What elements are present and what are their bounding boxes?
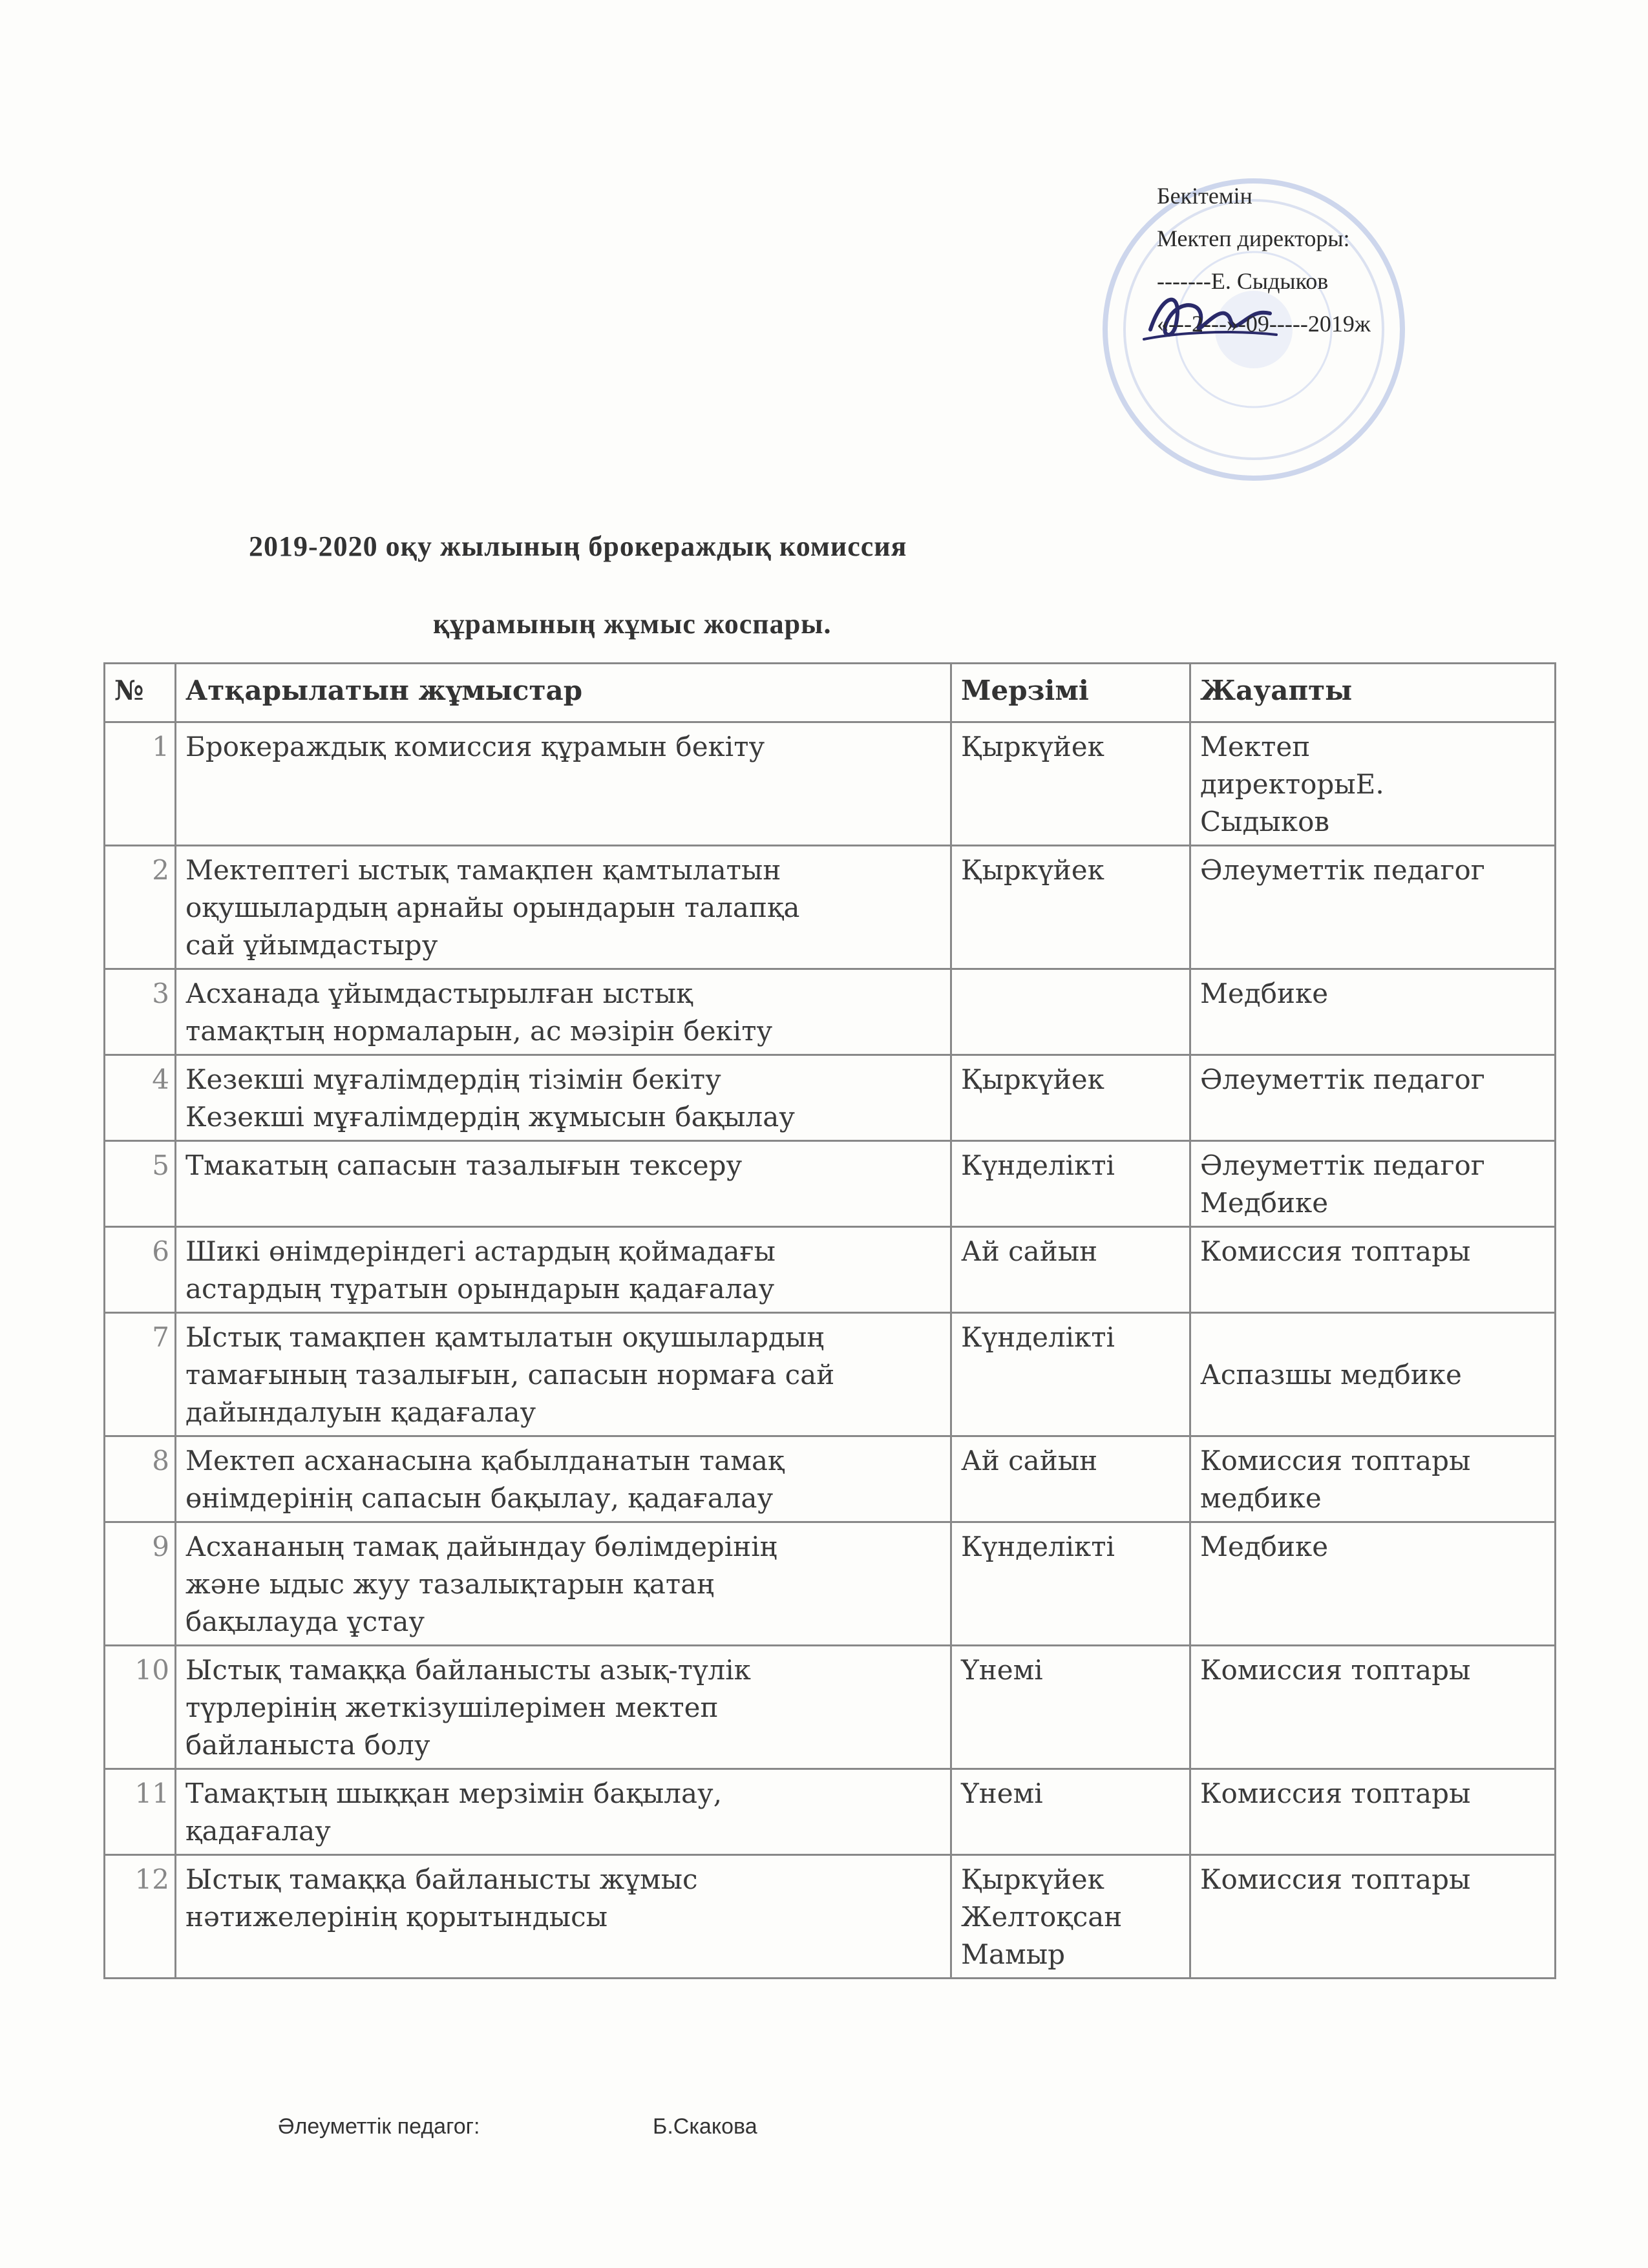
header-deadline: Мерзімі xyxy=(951,664,1190,722)
row-when-text: Күнделікті xyxy=(961,1150,1115,1181)
row-when-text xyxy=(961,975,1179,1013)
row-who-text: Әлеуметтік педагог xyxy=(1200,1064,1485,1095)
row-work-text: сай ұйымдастыру xyxy=(185,929,438,961)
row-work-cell xyxy=(176,1227,951,1313)
row-work-text: қадағалау xyxy=(185,1815,331,1847)
row-work-text: дайындалуын қадағалау xyxy=(185,1396,536,1428)
row-when-text: Желтоқсан xyxy=(961,1901,1123,1933)
row-when-cell xyxy=(951,1769,1190,1855)
row-when-text: Күнделікті xyxy=(961,1531,1115,1562)
row-who-text: Сыдыков xyxy=(1200,806,1330,837)
approval-position: Мектеп директоры: xyxy=(1157,226,1350,251)
row-number: 12 xyxy=(105,1855,176,1979)
table-row xyxy=(105,969,1556,1055)
row-who-text xyxy=(1200,1319,1544,1356)
approval-block xyxy=(1157,174,1493,345)
row-work-cell xyxy=(176,1055,951,1141)
row-who-text: Комиссия топтары xyxy=(1200,1654,1471,1686)
row-who-cell xyxy=(1190,1436,1556,1522)
row-who-text: Әлеуметтік педагог xyxy=(1200,1150,1485,1181)
row-work-text: оқушылардың арнайы орындарын талапқа xyxy=(185,892,800,923)
row-work-cell xyxy=(176,722,951,846)
row-number: 11 xyxy=(105,1769,176,1855)
row-number: 7 xyxy=(105,1313,176,1436)
row-work-cell xyxy=(176,1141,951,1227)
row-who-cell xyxy=(1190,1646,1556,1769)
header-responsible: Жауапты xyxy=(1190,664,1556,722)
table-row xyxy=(105,1522,1556,1646)
table-row xyxy=(105,1646,1556,1769)
row-number: 1 xyxy=(105,722,176,846)
row-when-cell xyxy=(951,1436,1190,1522)
approval-date: «---2---»-09-----2019ж xyxy=(1157,311,1371,337)
row-who-cell xyxy=(1190,1522,1556,1646)
row-who-text: Әлеуметтік педагог xyxy=(1200,854,1485,886)
row-when-cell xyxy=(951,969,1190,1055)
row-work-text: Тмакатың сапасын тазалығын тексеру xyxy=(185,1150,743,1181)
row-work-text: байланыста болу xyxy=(185,1729,430,1761)
table-row xyxy=(105,1436,1556,1522)
row-work-text: Тамақтың шыққан мерзімін бақылау, xyxy=(185,1778,723,1809)
row-work-text: түрлерінің жеткізушілерімен мектеп xyxy=(185,1692,719,1723)
row-who-text: директорыЕ. xyxy=(1200,768,1384,800)
row-work-text: Кезекші мұғалімдердің тізімін бекіту xyxy=(185,1064,721,1095)
row-who-text: Комиссия топтары xyxy=(1200,1235,1471,1267)
row-number: 3 xyxy=(105,969,176,1055)
row-who-cell xyxy=(1190,969,1556,1055)
row-when-text: Қыркүйек xyxy=(961,731,1104,762)
row-who-text: Медбике xyxy=(1200,1187,1329,1219)
row-who-cell xyxy=(1190,846,1556,969)
row-work-text: Мектеп асханасына қабылданатын тамақ xyxy=(185,1445,785,1476)
row-work-text: Асхананың тамақ дайындау бөлімдерінің xyxy=(185,1531,777,1562)
approval-heading: Бекітемін xyxy=(1157,183,1252,209)
row-work-text: Ыстық тамақпен қамтылатын оқушылардың xyxy=(185,1321,825,1353)
row-work-text: Шикі өнімдеріндегі астардың қоймадағы xyxy=(185,1235,776,1267)
row-when-cell xyxy=(951,1141,1190,1227)
table-row xyxy=(105,846,1556,969)
row-work-text: Ыстық тамаққа байланысты азық-түлік xyxy=(185,1654,751,1686)
row-work-text: астардың тұратын орындарын қадағалау xyxy=(185,1273,775,1305)
table-row xyxy=(105,1227,1556,1313)
row-number: 9 xyxy=(105,1522,176,1646)
row-when-text: Ай сайын xyxy=(961,1445,1098,1476)
row-work-cell xyxy=(176,1522,951,1646)
row-work-text: бақылауда ұстау xyxy=(185,1606,425,1637)
table-row xyxy=(105,1141,1556,1227)
row-who-text: Аспазшы медбике xyxy=(1200,1359,1462,1391)
row-number: 10 xyxy=(105,1646,176,1769)
row-work-text: Брокераждық комиссия құрамын бекіту xyxy=(185,731,765,762)
row-work-cell xyxy=(176,1769,951,1855)
signature-name: Б.Скакова xyxy=(653,2114,757,2139)
row-work-text: өнімдерінің сапасын бақылау, қадағалау xyxy=(185,1482,774,1514)
work-plan-table xyxy=(103,662,1556,1979)
row-who-cell xyxy=(1190,1313,1556,1436)
row-who-text: Комиссия топтары xyxy=(1200,1778,1471,1809)
table-row xyxy=(105,1055,1556,1141)
document-title-line1: 2019-2020 оқу жылының брокераждық комиссия xyxy=(249,530,907,562)
row-number: 8 xyxy=(105,1436,176,1522)
row-work-cell xyxy=(176,1646,951,1769)
row-when-cell xyxy=(951,1055,1190,1141)
row-work-text: Ыстық тамаққа байланысты жұмыс xyxy=(185,1864,698,1895)
document-title-line2: құрамының жұмыс жоспары. xyxy=(433,608,832,640)
row-who-text: Медбике xyxy=(1200,978,1329,1009)
row-work-text: Кезекші мұғалімдердің жұмысын бақылау xyxy=(185,1101,795,1133)
table-row xyxy=(105,1855,1556,1979)
row-when-cell xyxy=(951,846,1190,969)
row-work-cell xyxy=(176,1436,951,1522)
row-who-text: медбике xyxy=(1200,1482,1322,1514)
row-number: 4 xyxy=(105,1055,176,1141)
row-number: 6 xyxy=(105,1227,176,1313)
table-header-row xyxy=(105,664,1556,722)
header-work: Атқарылатын жұмыстар xyxy=(176,664,951,722)
table-body xyxy=(105,722,1556,1979)
row-work-cell xyxy=(176,1855,951,1979)
row-work-text: нәтижелерінің қорытындысы xyxy=(185,1901,608,1933)
row-when-cell xyxy=(951,1855,1190,1979)
row-work-text: Асханада ұйымдастырылған ыстық xyxy=(185,978,693,1009)
row-when-text: Қыркүйек xyxy=(961,1064,1104,1095)
row-who-cell xyxy=(1190,1227,1556,1313)
row-number: 5 xyxy=(105,1141,176,1227)
table-row xyxy=(105,1313,1556,1436)
row-work-cell xyxy=(176,969,951,1055)
table-row xyxy=(105,722,1556,846)
row-when-cell xyxy=(951,1522,1190,1646)
row-who-cell xyxy=(1190,1855,1556,1979)
row-when-cell xyxy=(951,1646,1190,1769)
signature-role: Әлеуметтік педагог: xyxy=(278,2114,480,2139)
table-row xyxy=(105,1769,1556,1855)
row-when-text: Мамыр xyxy=(961,1938,1066,1970)
row-who-cell xyxy=(1190,1769,1556,1855)
row-work-text: Мектептегі ыстық тамақпен қамтылатын xyxy=(185,854,781,886)
row-who-text: Мектеп xyxy=(1200,731,1311,762)
row-work-text: және ыдыс жуу тазалықтарын қатаң xyxy=(185,1568,715,1600)
row-work-cell xyxy=(176,846,951,969)
row-who-text: Медбике xyxy=(1200,1531,1329,1562)
row-work-text: тамағының тазалығын, сапасын нормаға сай xyxy=(185,1359,835,1391)
row-when-text: Ай сайын xyxy=(961,1235,1098,1267)
approval-director-name: -------Е. Сыдыков xyxy=(1157,268,1329,294)
row-work-cell xyxy=(176,1313,951,1436)
row-when-text: Үнемі xyxy=(961,1654,1043,1686)
row-when-cell xyxy=(951,1313,1190,1436)
header-number: № xyxy=(105,664,176,722)
row-who-cell xyxy=(1190,722,1556,846)
row-when-text: Үнемі xyxy=(961,1778,1043,1809)
row-when-cell xyxy=(951,1227,1190,1313)
row-who-cell xyxy=(1190,1055,1556,1141)
row-who-cell xyxy=(1190,1141,1556,1227)
row-when-cell xyxy=(951,722,1190,846)
row-when-text: Қыркүйек xyxy=(961,1864,1104,1895)
row-number: 2 xyxy=(105,846,176,969)
row-when-text: Күнделікті xyxy=(961,1321,1115,1353)
row-when-text: Қыркүйек xyxy=(961,854,1104,886)
row-who-text: Комиссия топтары xyxy=(1200,1445,1471,1476)
row-who-text: Комиссия топтары xyxy=(1200,1864,1471,1895)
row-work-text: тамақтың нормаларын, ас мәзірін бекіту xyxy=(185,1015,773,1047)
